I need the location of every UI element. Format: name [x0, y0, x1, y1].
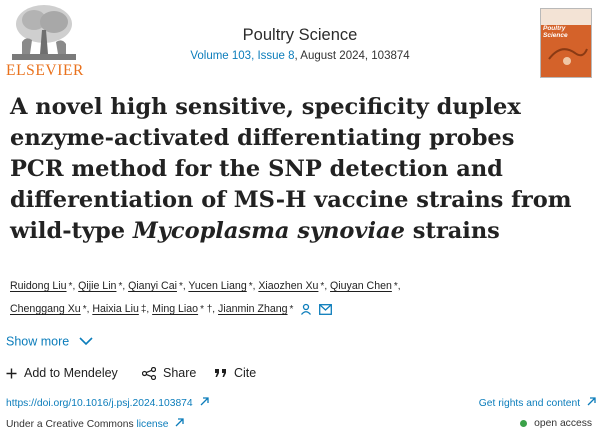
cover-title: Poultry Science: [543, 25, 568, 39]
license-info: [6, 418, 184, 430]
article-title: [10, 92, 595, 247]
author-name[interactable]: Chenggang Xu: [10, 303, 81, 315]
share-icon: [142, 367, 156, 380]
article-actions: [6, 366, 596, 384]
journal-cover-thumbnail[interactable]: [540, 8, 592, 78]
license-prefix: Under a Creative Commons: [6, 419, 137, 430]
open-access-dot-icon: [520, 420, 527, 427]
author-entry[interactable]: [78, 280, 128, 292]
author-name[interactable]: Ruidong Liu: [10, 280, 67, 292]
author-entry[interactable]: [218, 303, 293, 315]
mail-icon[interactable]: [319, 304, 332, 315]
elsevier-tree-icon: [12, 2, 76, 60]
author-entry[interactable]: [152, 303, 218, 315]
person-icon[interactable]: [300, 303, 312, 315]
title-line: A novel high sensitive, specificity duplex: [10, 94, 521, 120]
author-marks: *: [289, 304, 294, 315]
article-header: [0, 0, 600, 86]
author-entry[interactable]: [258, 280, 330, 292]
author-marks: *,: [393, 281, 401, 292]
issue-date: , August 2024, 103874: [294, 50, 410, 62]
title-line: strains: [404, 218, 500, 244]
elsevier-wordmark: ELSEVIER: [6, 62, 84, 79]
volume-issue-link[interactable]: Volume 103, Issue 8: [190, 50, 295, 62]
title-line: PCR method for the SNP detection and: [10, 156, 503, 182]
open-access-badge: [520, 418, 592, 429]
doi-link[interactable]: [6, 397, 209, 409]
author-marks: ‡,: [140, 304, 150, 315]
show-more-button[interactable]: [6, 334, 93, 349]
title-line: differentiation of MS-H vaccine strains from: [10, 187, 572, 213]
author-entry[interactable]: [10, 303, 92, 315]
author-name[interactable]: Qiuyan Chen: [330, 280, 392, 292]
cover-art-icon: [541, 9, 592, 78]
share-label: Share: [163, 366, 197, 380]
add-to-mendeley-button[interactable]: [6, 366, 118, 380]
author-entry[interactable]: [188, 280, 258, 292]
external-link-icon: [587, 397, 596, 406]
author-name[interactable]: Qianyi Cai: [128, 280, 177, 292]
license-link[interactable]: license: [136, 419, 169, 430]
external-link-icon: [175, 418, 184, 427]
author-name[interactable]: Ming Liao: [152, 303, 199, 315]
title-line: enzyme-activated differentiating probes: [10, 125, 515, 151]
elsevier-logo[interactable]: [4, 2, 86, 82]
author-name[interactable]: Xiaozhen Xu: [258, 280, 319, 292]
get-rights-link[interactable]: [479, 397, 596, 409]
quote-icon: [214, 368, 227, 378]
plus-icon: [6, 368, 17, 379]
rights-text: Get rights and content: [478, 398, 581, 409]
author-entry[interactable]: [92, 303, 152, 315]
author-marks: *,: [320, 281, 328, 292]
author-name[interactable]: Qijie Lin: [78, 280, 117, 292]
author-entry[interactable]: [10, 280, 78, 292]
open-access-label: open access: [534, 418, 592, 429]
cite-button[interactable]: [214, 366, 256, 380]
author-marks: *,: [68, 281, 76, 292]
title-line: wild-type: [10, 218, 133, 244]
doi-text: https://doi.org/10.1016/j.psj.2024.103874: [6, 398, 193, 409]
author-marks: *,: [248, 281, 256, 292]
author-list: [10, 275, 595, 321]
issue-info: [150, 50, 450, 62]
author-entry[interactable]: [128, 280, 188, 292]
article-links: [6, 397, 596, 411]
species-name: Mycoplasma synoviae: [132, 218, 405, 244]
show-more-label: Show more: [6, 334, 70, 349]
author-marks: *,: [178, 281, 186, 292]
license-row: [6, 418, 596, 432]
author-marks: * †,: [200, 304, 216, 315]
journal-name[interactable]: Poultry Science: [242, 26, 358, 44]
cite-label: Cite: [234, 366, 257, 380]
share-button[interactable]: [142, 366, 196, 380]
author-marks: *,: [118, 281, 126, 292]
author-name[interactable]: Jianmin Zhang: [218, 303, 288, 315]
mendeley-label: Add to Mendeley: [24, 366, 118, 380]
external-link-icon: [200, 397, 209, 406]
author-marks: *,: [82, 304, 90, 315]
author-name[interactable]: Yucen Liang: [188, 280, 247, 292]
author-name[interactable]: Haixia Liu: [92, 303, 139, 315]
author-entry[interactable]: [330, 280, 401, 292]
chevron-down-icon: [79, 337, 93, 346]
